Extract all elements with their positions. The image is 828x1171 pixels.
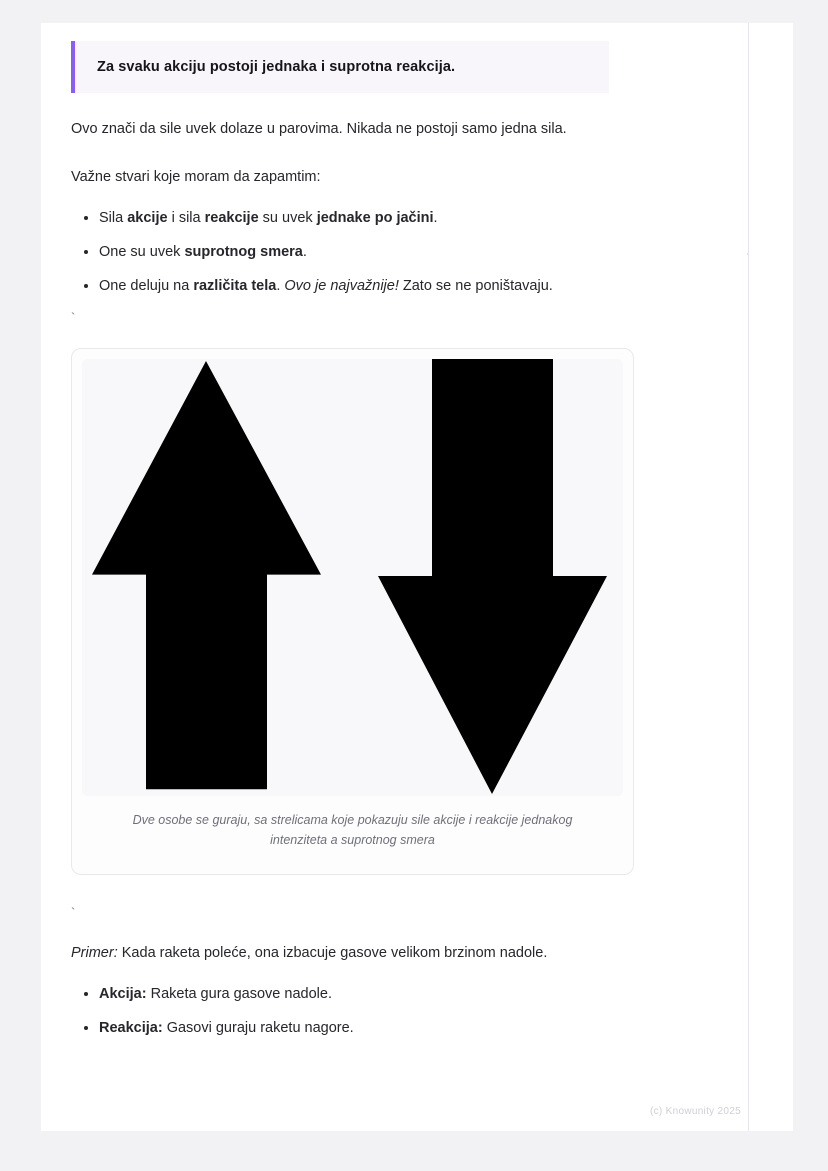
example-text: Kada raketa poleće, ona izbacuje gasove velikom brzinom nadole. — [117, 944, 548, 961]
list-emphasis: Reakcija: — [99, 1020, 163, 1037]
list-item — [99, 983, 733, 1005]
list-item — [99, 207, 733, 229]
list-emphasis: reakcije — [204, 209, 259, 226]
list-text: . — [433, 209, 438, 226]
list-text: su uvek — [258, 209, 317, 226]
watermark: (c) Knowunity 2025 — [649, 1106, 741, 1117]
list-text: . — [302, 243, 307, 260]
list-text: i sila — [167, 209, 205, 226]
list-item — [99, 1017, 733, 1039]
list-text: Raketa gura gasove nadole. — [146, 985, 332, 1002]
stray-backtick-2: ` — [71, 904, 76, 920]
list-item — [99, 275, 733, 297]
list-emphasis: jednake po jačini — [316, 209, 434, 226]
list-text: Zato se ne poništavaju. — [398, 278, 553, 295]
stray-backtick: ` — [71, 309, 76, 325]
list-text: One su uvek — [99, 243, 185, 260]
list-emphasis: različita tela — [193, 278, 277, 295]
paragraph-2: Važne stvari koje moram da zapamtim: — [71, 168, 321, 185]
list-emphasis: akcije — [127, 209, 168, 226]
paragraph-1: Ovo znači da sile uvek dolaze u parovima. Nikada ne postoji samo jedna sila. — [71, 121, 567, 137]
figure-card — [71, 348, 634, 875]
example-label: Primer: — [71, 944, 118, 961]
list-text: Sila — [99, 209, 128, 226]
list-text: One deluju na — [99, 278, 194, 295]
callout-text: Za svaku akciju postoji jednaka i suprotna reakcija. — [97, 59, 456, 75]
figure-caption: Dve osobe se guraju, sa strelicama koje pokazuju sile akcije i reakcije jednakog intenziteta a suprotnog smera — [132, 812, 573, 847]
document-page — [41, 23, 793, 1131]
list-emphasis: Akcija: — [99, 985, 147, 1002]
list-italic: Ovo je najvažnije! — [284, 278, 399, 295]
up-arrow-and-down-arrow-illustration — [82, 359, 623, 796]
key-points-list — [71, 207, 733, 298]
law-callout — [71, 41, 609, 93]
list-emphasis: suprotnog smera — [184, 243, 303, 260]
list-item — [99, 241, 733, 263]
example-paragraph — [71, 943, 733, 965]
example-list — [71, 983, 733, 1040]
list-text: . — [276, 278, 285, 295]
list-text: Gasovi guraju raketu nagore. — [162, 1020, 354, 1037]
